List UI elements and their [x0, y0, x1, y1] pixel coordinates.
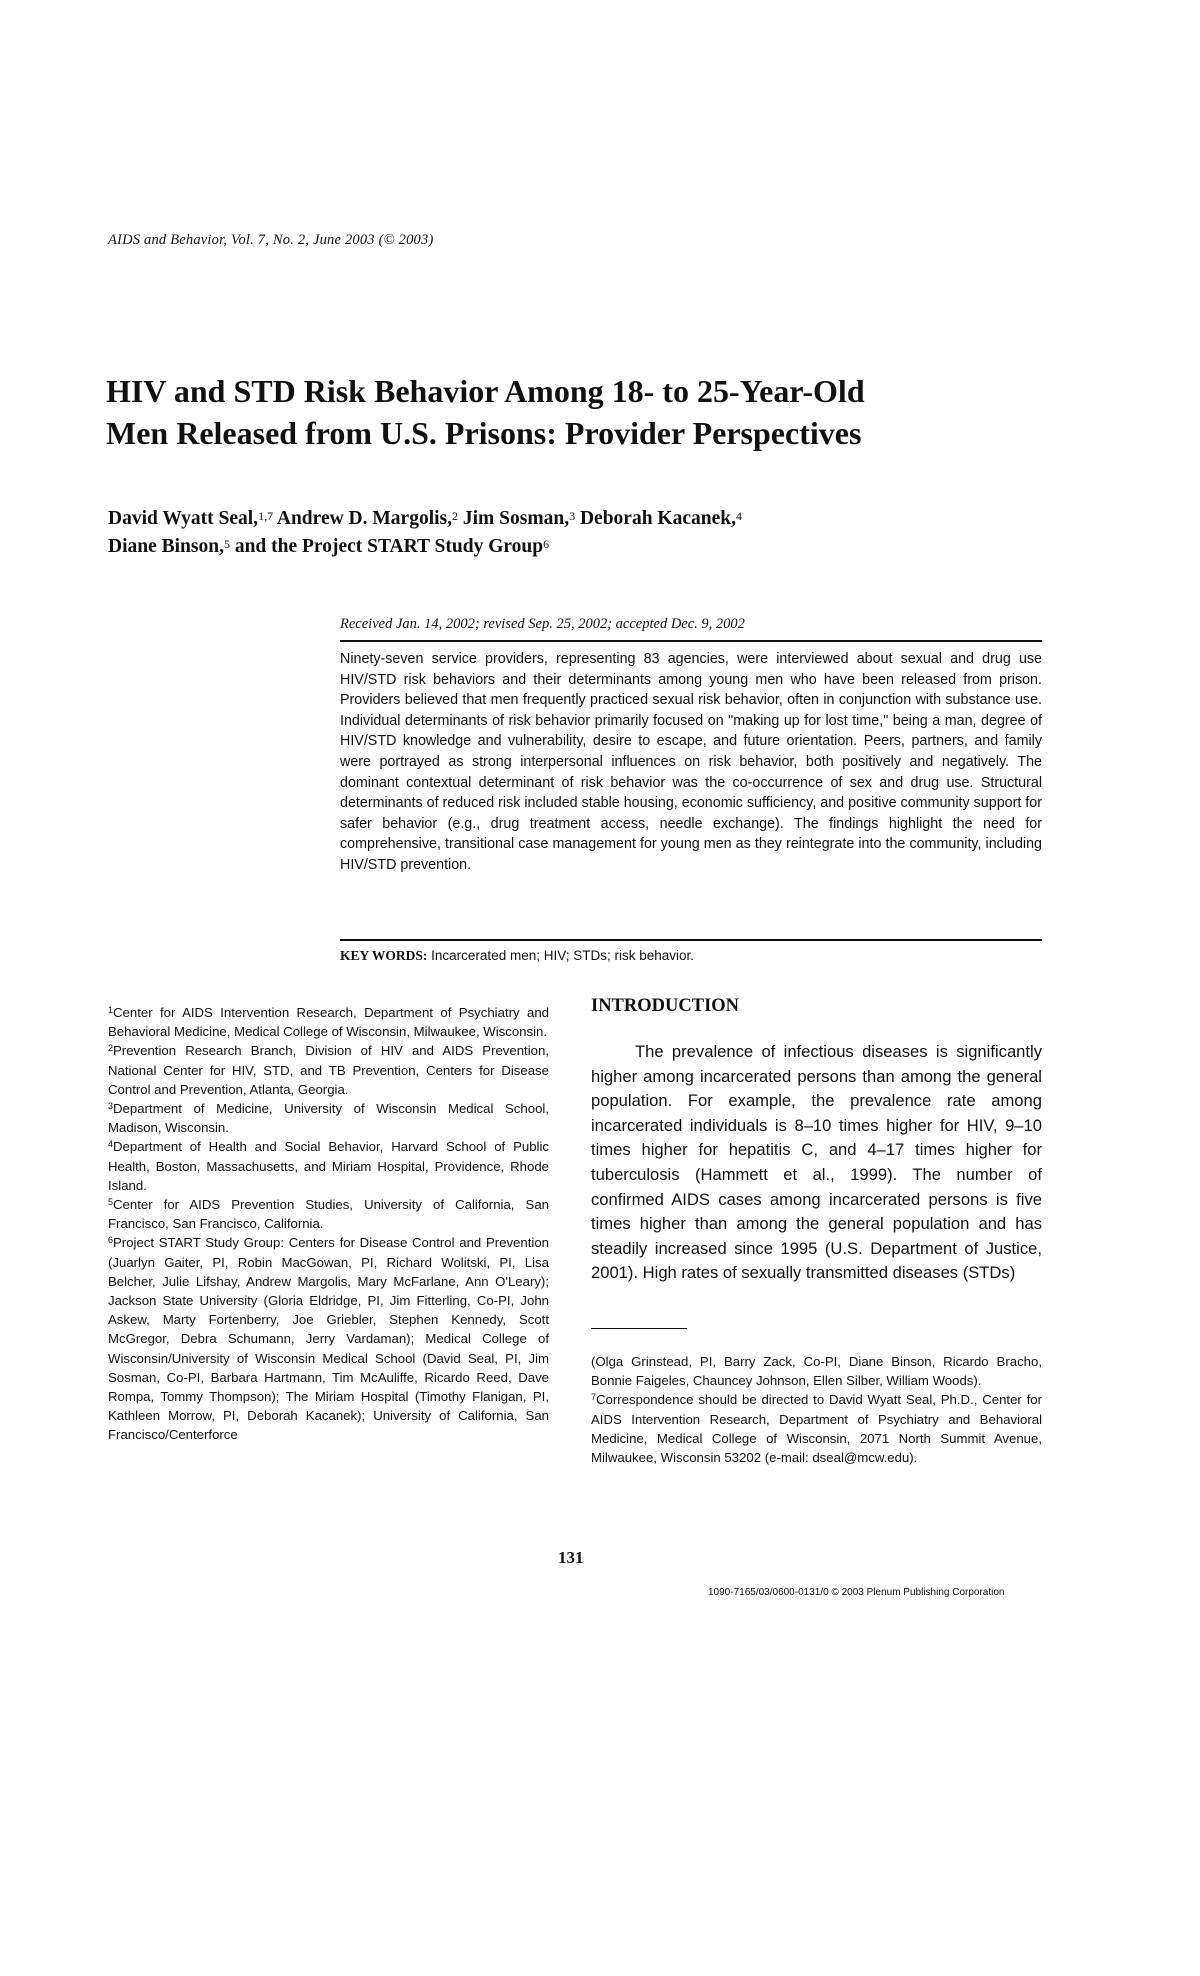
footnote-number: 3	[108, 1101, 114, 1112]
footnote-number: 1	[108, 1005, 114, 1015]
author-affiliation-mark: 2	[452, 509, 459, 523]
keywords-text: Incarcerated men; HIV; STDs; risk behavior.	[431, 948, 695, 963]
footnote-separator	[591, 1328, 687, 1329]
footnote-number: 2	[108, 1043, 114, 1054]
footnote-number: 4	[108, 1139, 114, 1150]
footnote-text: Correspondence should be directed to David Wyatt Seal, Ph.D., Center for AIDS Intervention Research, Department of Psychiatry and Behavioral Medicine, Medical College of Wisconsin, 2071 North Summit Avenue, Milwaukee, Wisconsin 53202 (e-mail: dseal@mcw.edu).	[591, 1392, 1042, 1466]
author-name: Jim Sosman,	[462, 508, 570, 529]
abstract-top-rule	[340, 640, 1042, 642]
abstract-text: Ninety-seven service providers, representing 83 agencies, were interviewed about sexual and drug use HIV/STD risk behaviors and their determinants among young men who have been released from prison. Providers believed that men frequently practiced sexual risk behavior, often in conjunction with substance use. Individual determinants of risk behavior primarily focused on "making up for lost time," being a man, degree of HIV/STD knowledge and vulnerability, desire to escape, and future orientation. Peers, partners, and family were portrayed as strong interpersonal influences on risk behavior, both positively and negatively. The dominant contextual determinant of risk behavior was the co-occurrence of sex and drug use. Structural determinants of reduced risk included stable housing, economic sufficiency, and positive community support for safer behavior (e.g., drug treatment access, needle exchange). The findings highlight the need for comprehensive, transitional case management for young men as they reintegrate into the community, including HIV/STD prevention.	[340, 651, 1042, 873]
footnote	[108, 1195, 549, 1233]
author-name: Diane Binson,	[108, 536, 224, 557]
footnote-text: Prevention Research Branch, Division of HIV and AIDS Prevention, National Center for HIV, STD, and TB Prevention, Centers for Disease Control and Prevention, Atlanta, Georgia.	[108, 1043, 549, 1097]
author-line-2	[108, 533, 1008, 561]
keywords-label: KEY WORDS:	[340, 948, 428, 963]
footnote-text: Center for AIDS Prevention Studies, University of California, San Francisco, San Francisco, California.	[108, 1197, 549, 1232]
author-affiliation-mark: 5	[223, 537, 230, 551]
footnote-number: 5	[108, 1197, 114, 1208]
footnote	[108, 1099, 549, 1137]
section-heading-introduction: INTRODUCTION	[591, 996, 740, 1016]
page-number: 131	[558, 1548, 584, 1567]
author-name: and the Project START Study Group	[234, 536, 544, 557]
footnote-text: Center for AIDS Intervention Research, Department of Psychiatry and Behavioral Medicine, Medical College of Wisconsin, Milwaukee, Wisconsin.	[108, 1005, 549, 1040]
footnote	[108, 1041, 549, 1099]
received-dates: Received Jan. 14, 2002; revised Sep. 25, 2002; accepted Dec. 9, 2002	[340, 616, 745, 632]
article-title	[106, 370, 1066, 454]
introduction-body	[591, 1040, 1042, 1286]
author-name: David Wyatt Seal,	[108, 508, 259, 529]
author-name: Deborah Kacanek,	[579, 508, 736, 529]
author-name: Andrew D. Margolis,	[276, 508, 453, 529]
abstract-bottom-rule	[340, 939, 1042, 941]
keywords	[340, 948, 1042, 964]
author-affiliation-mark: 3	[569, 509, 576, 523]
footnote	[108, 1003, 549, 1041]
title-line-1: HIV and STD Risk Behavior Among 18- to 25-Year-Old	[106, 373, 865, 409]
author-line-1	[108, 505, 1008, 533]
continued-footnotes	[591, 1352, 1042, 1467]
journal-citation: AIDS and Behavior, Vol. 7, No. 2, June 2003 (© 2003)	[108, 232, 434, 248]
introduction-paragraph: The prevalence of infectious diseases is significantly higher among incarcerated persons than among the general population. For example, the prevalence rate among incarcerated individuals is 8–10 times higher for HIV, 9–10 times higher for hepatitis C, and 4–17 times higher for tuberculosis (Hammett et al., 1999). The number of confirmed AIDS cases among incarcerated persons is five times higher than among the general population and has steadily increased since 1995 (U.S. Department of Justice, 2001). High rates of sexually transmitted diseases (STDs)	[591, 1042, 1042, 1283]
footnote-text: (Olga Grinstead, PI, Barry Zack, Co-PI, Diane Binson, Ricardo Bracho, Bonnie Faigeles, Chauncey Johnson, Ellen Silber, William Woods).	[591, 1354, 1042, 1389]
footnote-continuation	[591, 1352, 1042, 1390]
footnote-text: Project START Study Group: Centers for Disease Control and Prevention (Juarlyn Gaiter, PI, Robin MacGowan, PI, Richard Wolitski, PI, Lisa Belcher, Julie Lifshay, Andrew Margolis, Mary McFarlane, Ann O'Leary); Jackson State University (Gloria Eldridge, PI, Jim Fitterling, Co-PI, John Askew, Marty Fortenberry, Joe Griebler, Stephen Kennedy, Scott McGregor, Debra Schumann, Jerry Vardaman); Medical College of Wisconsin/University of Wisconsin Medical School (David Seal, PI, Jim Sosman, Co-PI, Barbara Hartmann, Tim McAuliffe, Ricardo Reed, Dave Rompa, Tommy Thompson); The Miriam Hospital (Timothy Flanigan, PI, Kathleen Morrow, PI, Deborah Kacanek); University of California, San Francisco/Centerforce	[108, 1235, 549, 1443]
title-line-2: Men Released from U.S. Prisons: Provider Perspectives	[106, 415, 862, 451]
footnote	[108, 1233, 549, 1444]
copyright-line: 1090-7165/03/0600-0131/0 © 2003 Plenum Publishing Corporation	[708, 1587, 1005, 1598]
footnote-text: Department of Health and Social Behavior, Harvard School of Public Health, Boston, Massachusetts, and Miriam Hospital, Providence, Rhode Island.	[108, 1139, 549, 1193]
affiliation-footnotes	[108, 1003, 549, 1445]
author-list	[108, 505, 1008, 561]
footnote	[108, 1137, 549, 1195]
footnote-number: 7	[591, 1392, 597, 1403]
footnote-number: 6	[108, 1235, 114, 1246]
author-affiliation-mark: 6	[543, 537, 550, 551]
author-affiliation-mark: 4	[735, 509, 742, 523]
footnote-text: Department of Medicine, University of Wisconsin Medical School, Madison, Wisconsin.	[108, 1101, 549, 1136]
author-affiliation-mark: 1,7	[258, 509, 274, 523]
footnote	[591, 1390, 1042, 1467]
